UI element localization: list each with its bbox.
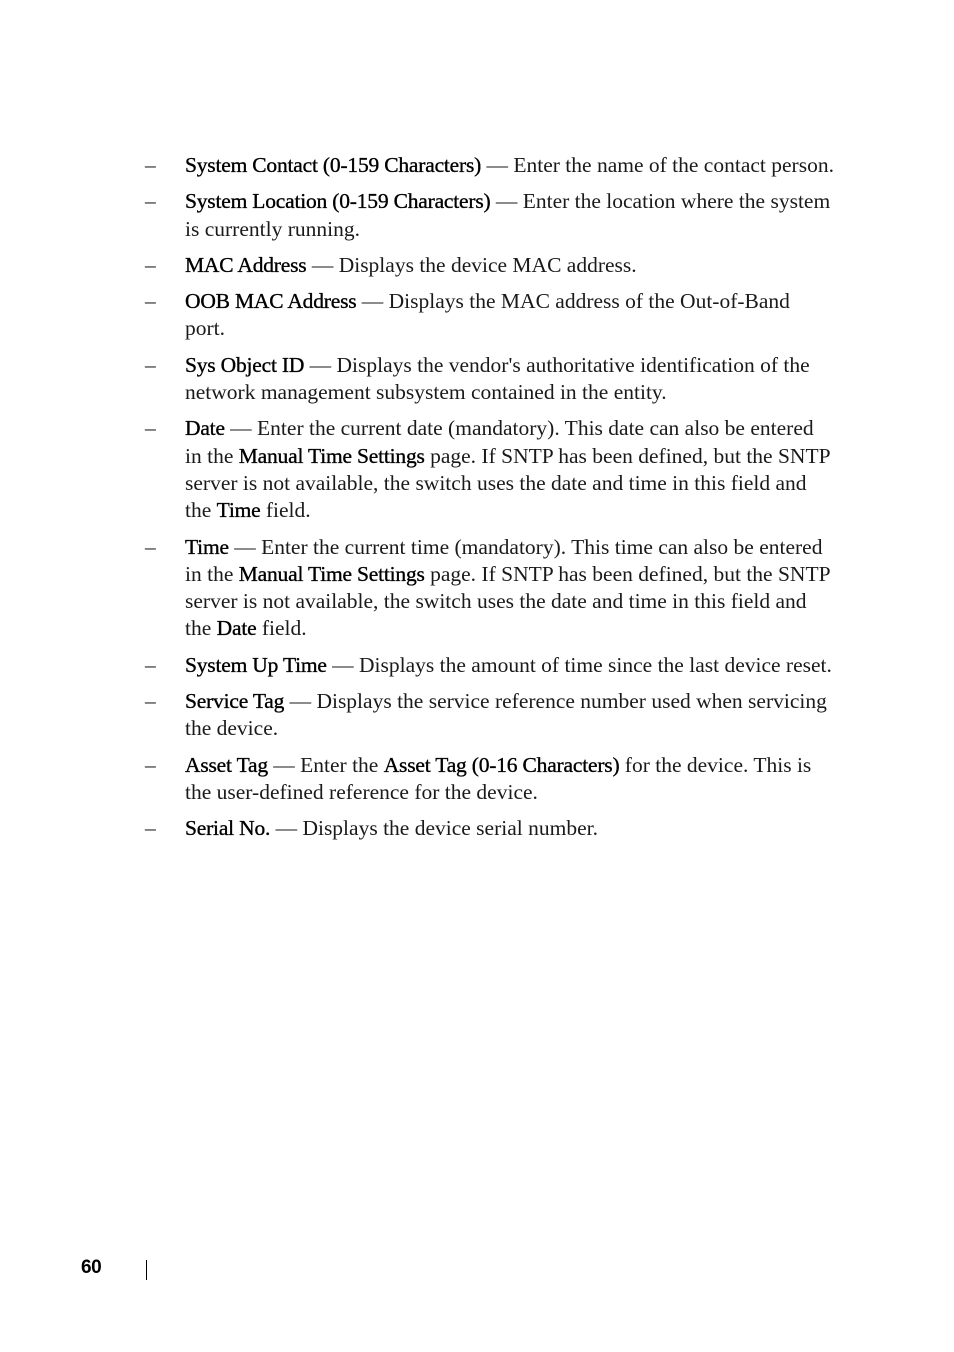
footer-divider: [146, 1260, 147, 1280]
item-term: Asset Tag: [185, 752, 268, 777]
page-reference: Manual Time Settings: [238, 443, 425, 468]
item-description: field.: [260, 498, 311, 523]
item-description: for the device. This is the user-defined reference for the device.: [185, 752, 812, 804]
definition-list: [145, 152, 835, 852]
item-description: — Displays the service reference number used when servicing the device.: [185, 689, 827, 741]
item-term: Time: [185, 534, 229, 559]
list-dash: –: [145, 289, 156, 314]
list-item: [145, 688, 835, 743]
item-term: System Location (0-159 Characters): [185, 189, 491, 214]
list-item: [145, 352, 835, 407]
list-dash: –: [145, 816, 156, 841]
item-description: — Enter the current time (mandatory). This time can also be entered in the: [185, 534, 823, 586]
list-item: [145, 815, 835, 842]
page-number: 60: [81, 1257, 102, 1278]
item-description: — Enter the name of the contact person.: [481, 153, 834, 177]
item-description: — Displays the MAC address of the Out-of-Band port.: [185, 289, 790, 341]
list-item: [145, 288, 835, 343]
list-dash: –: [145, 689, 156, 714]
item-term: OOB MAC Address: [185, 289, 357, 314]
item-description: — Displays the amount of time since the last device reset.: [326, 652, 832, 677]
item-term: System Contact (0-159 Characters): [185, 153, 482, 177]
page-reference: Manual Time Settings: [238, 561, 425, 586]
list-item: [145, 188, 835, 243]
item-term: MAC Address: [185, 252, 307, 277]
list-item: [145, 415, 835, 524]
item-description: — Displays the device serial number.: [270, 816, 598, 841]
item-description: — Enter the current date (mandatory). This date can also be entered in the: [185, 416, 814, 468]
item-term: System Up Time: [185, 652, 327, 677]
list-dash: –: [145, 416, 156, 441]
list-item: [145, 252, 835, 279]
item-term: Service Tag: [185, 689, 285, 714]
list-dash: –: [145, 252, 156, 277]
list-dash: –: [145, 352, 156, 377]
field-reference: Date: [216, 616, 257, 641]
list-item: [145, 752, 835, 807]
item-description: — Displays the vendor's authoritative identification of the network management subsystem contained in the entity.: [185, 352, 810, 405]
item-description: field.: [256, 616, 307, 641]
list-dash: –: [145, 189, 156, 214]
item-term: Sys Object ID: [185, 352, 305, 377]
field-reference: Time: [216, 498, 261, 523]
list-dash: –: [145, 752, 156, 777]
item-term: Date: [185, 416, 225, 441]
list-dash: –: [145, 534, 156, 559]
list-item: [145, 152, 835, 179]
list-dash: –: [145, 652, 156, 677]
item-description: page. If SNTP has been defined, but the SNTP server is not available, the switch uses the date and time in this field and the: [185, 561, 830, 641]
item-description: — Enter the: [267, 752, 384, 777]
item-description: page. If SNTP has been defined, but the SNTP server is not available, the switch uses the date and time in this field and the: [185, 443, 830, 523]
field-reference: Asset Tag (0-16 Characters): [383, 752, 620, 777]
item-description: — Displays the device MAC address.: [306, 252, 637, 277]
item-description: — Enter the location where the system is currently running.: [185, 189, 831, 241]
item-term: Serial No.: [185, 816, 271, 841]
list-dash: –: [145, 153, 156, 177]
list-item: [145, 534, 835, 643]
list-item: [145, 652, 835, 679]
